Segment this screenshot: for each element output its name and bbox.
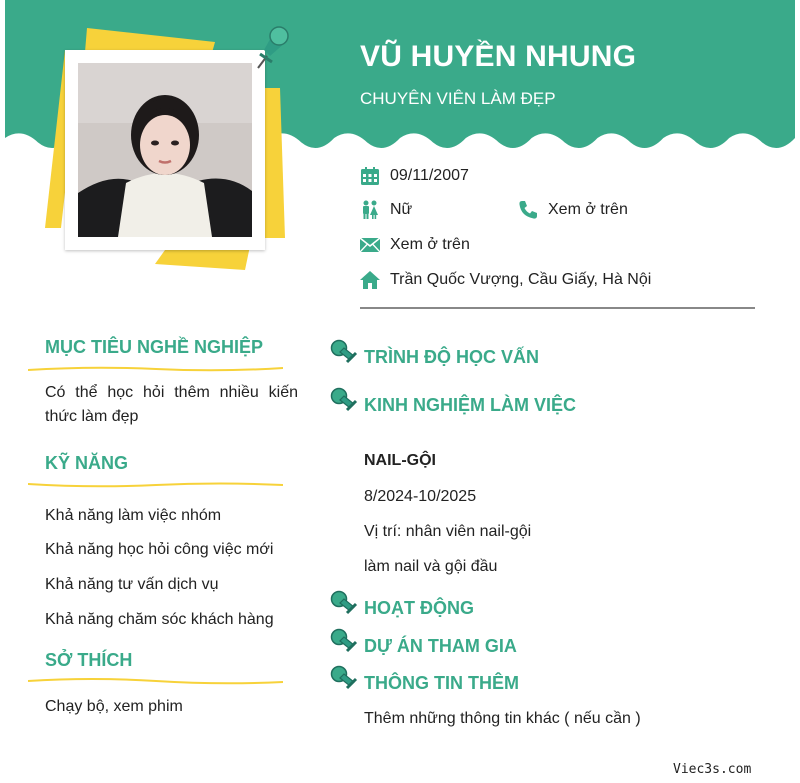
candidate-title: CHUYÊN VIÊN LÀM ĐẸP [360,89,556,108]
job-position: Vị trí: nhân viên nail-gội [364,523,532,540]
birthdate-text: 09/11/2007 [390,167,469,184]
profile-photo-frame [65,50,265,250]
experience-heading: KINH NGHIỆM LÀM VIỆC [364,395,577,415]
email-row [360,235,470,255]
skill-item: Khả năng học hỏi công việc mới [45,541,274,558]
hobbies-heading: SỞ THÍCH [45,650,133,670]
objective-heading: MỤC TIÊU NGHỀ NGHIỆP [45,337,264,357]
header-divider [360,307,755,309]
envelope-icon [360,235,380,255]
address-row [360,270,651,290]
birthdate-row [360,166,469,186]
profile-photo [78,63,252,237]
pushpin-icon [328,386,358,416]
pushpin-icon [328,664,358,694]
job-description: làm nail và gội đầu [364,558,498,575]
calendar-icon [360,166,380,186]
projects-heading: DỰ ÁN THAM GIA [364,636,517,656]
home-icon [360,270,380,290]
skills-heading: KỸ NĂNG [45,453,129,473]
pushpin-icon [328,338,358,368]
address-text: Trần Quốc Vượng, Cầu Giấy, Hà Nội [390,271,652,288]
extra-heading: THÔNG TIN THÊM [364,673,519,693]
skill-item: Khả năng tư vấn dịch vụ [45,576,219,593]
skill-item: Khả năng chăm sóc khách hàng [45,611,274,628]
pushpin-icon [328,627,358,657]
gender-icon [360,200,380,220]
skill-item: Khả năng làm việc nhóm [45,507,222,524]
pushpin-icon [250,26,290,72]
phone-row [518,200,628,220]
job-period: 8/2024-10/2025 [364,488,477,505]
watermark[interactable]: Viec3s.com [673,762,752,777]
phone-text[interactable]: Xem ở trên [548,201,628,218]
gender-row [360,200,412,220]
activities-heading: HOẠT ĐỘNG [364,598,474,618]
email-text[interactable]: Xem ở trên [390,236,470,253]
job-company: NAIL-GỘI [364,452,436,469]
section-underline [28,676,283,686]
section-underline [28,364,283,374]
education-heading: TRÌNH ĐỘ HỌC VẤN [364,347,539,367]
pushpin-icon [328,589,358,619]
phone-icon [518,200,538,220]
gender-text: Nữ [390,201,413,218]
hobbies-text: Chạy bộ, xem phim [45,698,183,715]
objective-text: Có thể học hỏi thêm nhiều kiến thức làm đẹp [45,384,298,425]
candidate-name: VŨ HUYỀN NHUNG [360,40,637,73]
extra-text: Thêm những thông tin khác ( nếu cần ) [364,710,641,727]
section-underline [28,480,283,490]
